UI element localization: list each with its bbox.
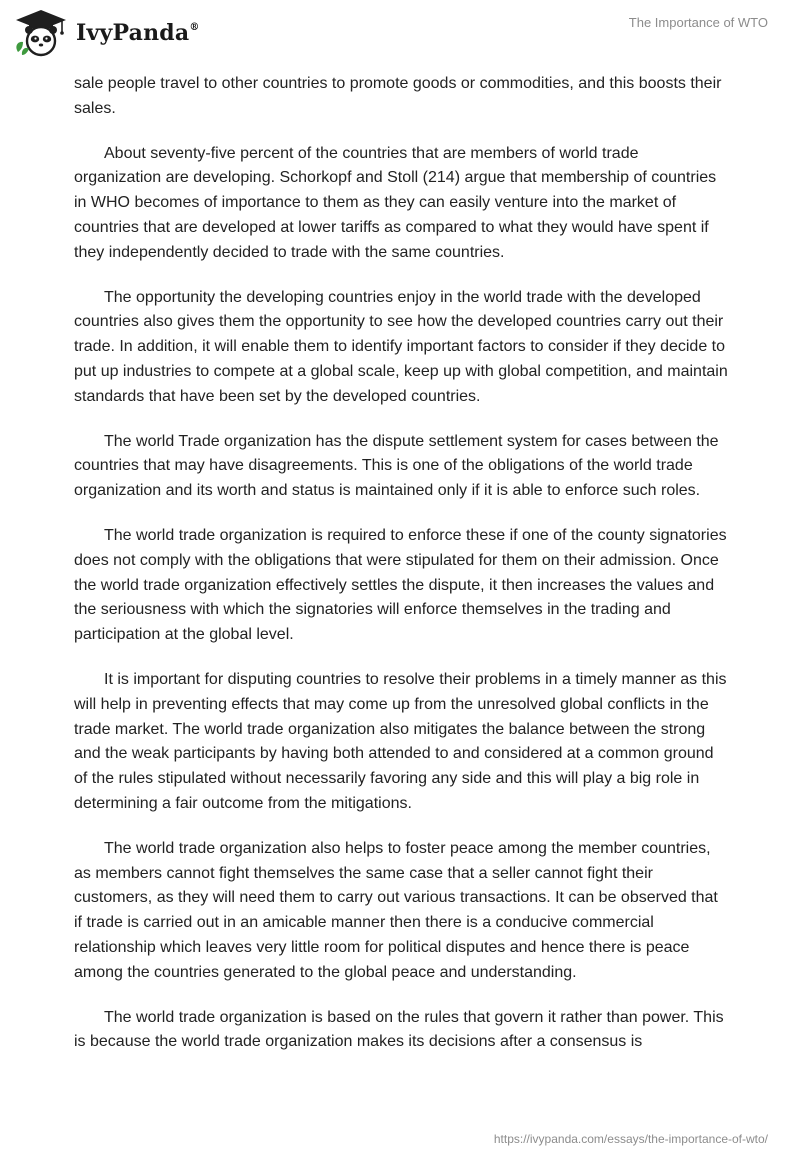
paragraph: The world trade organization is required to enforce these if one of the county signatories does not comply with the obligations that were stipulated for them on their admission. Once the world trade organization effectively settles the dispute, it then increases the values and the seriousness with which the signatories will enforce themselves in the trading and participation at the global level. [74, 526, 727, 644]
paragraph: It is important for disputing countries to resolve their problems in a timely manner as this will help in preventing effects that may come up from the unresolved global conflicts in the trade market. The world trade organization also mitigates the balance between the strong and the weak participants by having both attended to and considered at a common ground of the rules stipulated without necessarily favoring any side and this will play a big role in determining a fair outcome from the mitigations. [74, 670, 727, 812]
document-title: The Importance of WTO [628, 15, 768, 30]
ivypanda-logo[interactable] [12, 8, 200, 58]
brand-name: IvyPanda® [76, 20, 200, 46]
source-url-link[interactable]: https://ivypanda.com/essays/the-importance-of-wto/ [493, 1132, 768, 1146]
paragraph: The world Trade organization has the dispute settlement system for cases between the countries that may have disagreements. This is one of the obligations of the world trade organization and its worth and status is maintained only if it is able to enforce such roles. [74, 432, 719, 500]
paragraph: The world trade organization also helps to foster peace among the member countries, as members cannot fight themselves the same case that a seller cannot fight their customers, as they will need them to carry out various transactions. It can be observed that if trade is carried out in an amicable manner then there is a conducive commercial relationship which leaves very little room for political disputes and hence there is peace among the countries generated to the global peace and understanding. [74, 839, 718, 981]
paragraph: The world trade organization is based on the rules that govern it rather than power. This is because the world trade organization makes its decisions after a consensus is [74, 1008, 724, 1051]
paragraph: About seventy-five percent of the countries that are members of world trade organization are developing. Schorkopf and Stoll (214) argue that membership of countries in WHO becomes of importance to them as they can easily venture into the market of countries that are developed at lower tariffs as compared to what they would have spent if they independently decided to trade with the same countries. [74, 144, 717, 261]
essay-body [74, 72, 729, 1075]
page-header [0, 0, 800, 70]
paragraph: sale people travel to other countries to promote goods or commodities, and this boosts their sales. [74, 75, 722, 117]
panda-graduate-icon [12, 8, 70, 58]
paragraph: The opportunity the developing countries enjoy in the world trade with the developed countries also gives them the opportunity to see how the developed countries carry out their trade. In addition, it will enable them to identify important factors to consider if they decide to put up industries to compete at a global scale, keep up with global competition, and maintain standards that have been set by the developed countries. [74, 288, 728, 405]
